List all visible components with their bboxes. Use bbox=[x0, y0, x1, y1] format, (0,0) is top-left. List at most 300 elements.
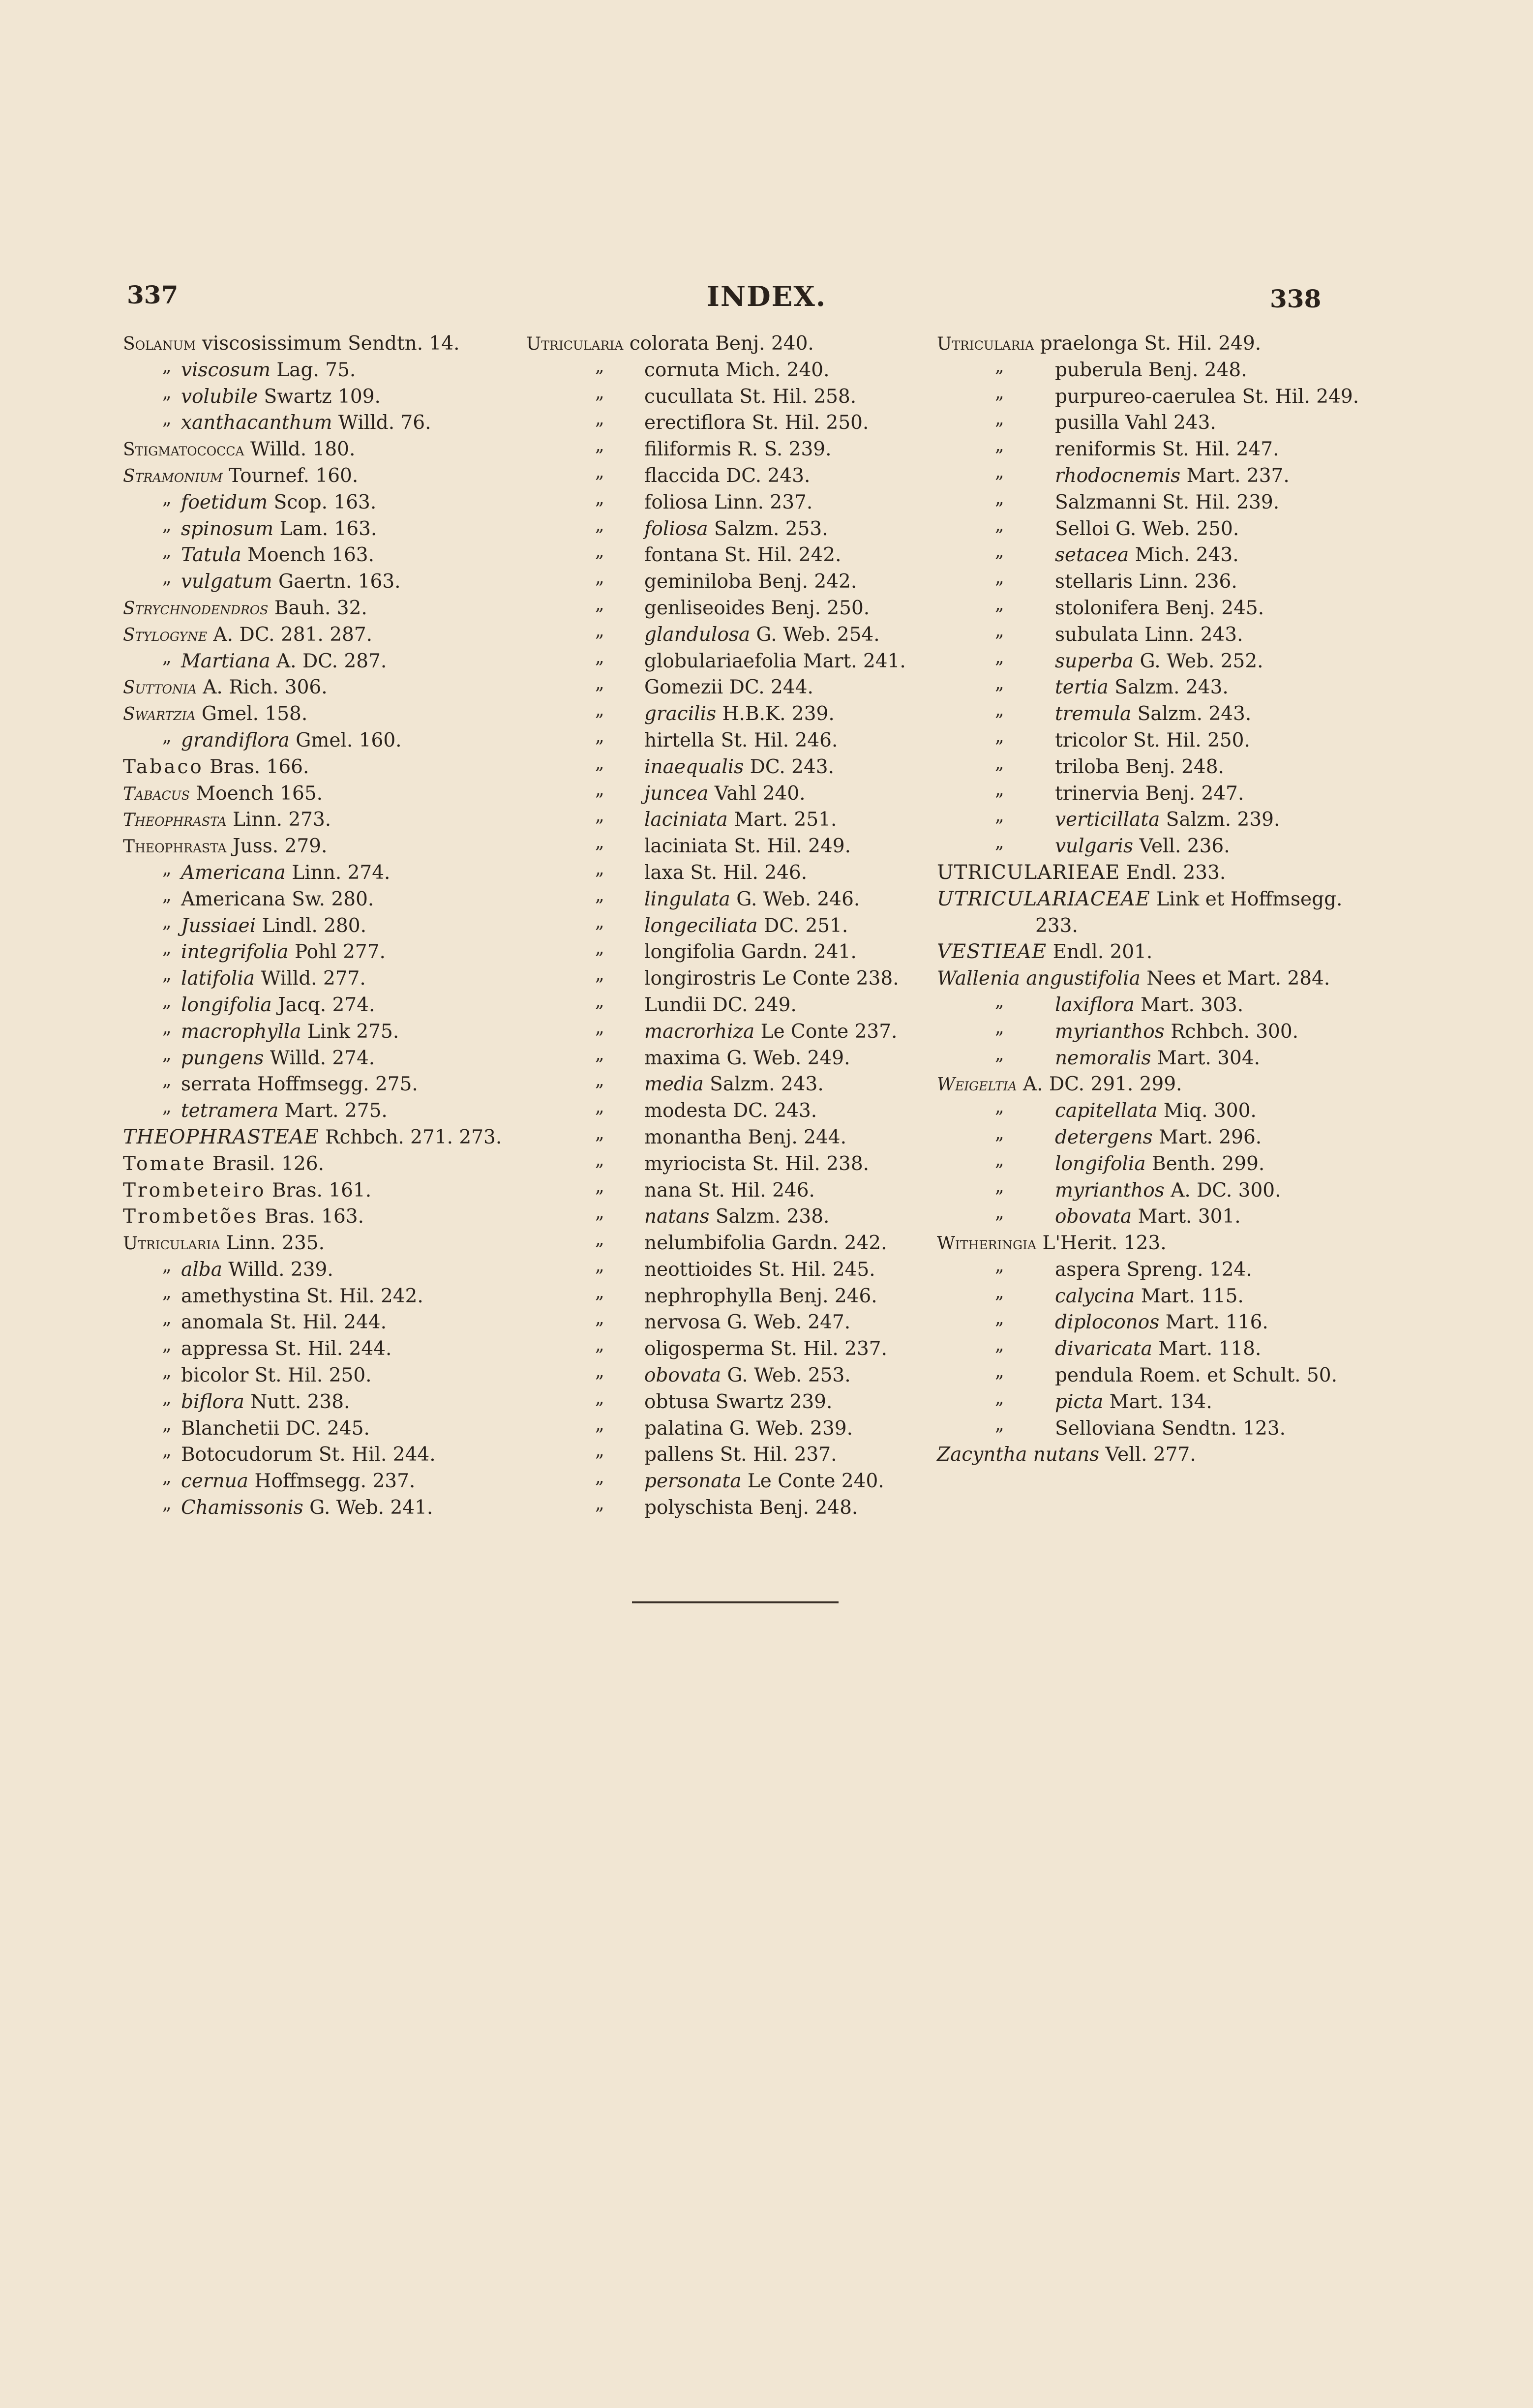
entry-reference: oligosperma St. Hil. 237. bbox=[644, 1338, 887, 1360]
entry-head: Zacyntha nutans bbox=[937, 1444, 1100, 1466]
index-entry bbox=[123, 965, 516, 992]
entry-reference: Mart. 301. bbox=[1132, 1205, 1241, 1228]
index-entry bbox=[526, 648, 920, 675]
index-entry bbox=[526, 1495, 920, 1521]
index-entry bbox=[526, 886, 920, 913]
entry-reference: reniformis St. Hil. 247. bbox=[1055, 438, 1279, 461]
entry-reference: Mich. 243. bbox=[1129, 544, 1239, 567]
index-entry bbox=[123, 992, 516, 1019]
entry-head: superba bbox=[1055, 650, 1134, 672]
entry-reference: Salzm. 238. bbox=[709, 1205, 830, 1228]
entry-head: foetidum bbox=[181, 491, 268, 513]
entry-reference: Link et Hoffmsegg. bbox=[1150, 888, 1343, 910]
entry-reference: colorata Benj. 240. bbox=[623, 332, 814, 355]
index-entry bbox=[526, 781, 920, 807]
entry-reference: geminiloba Benj. 242. bbox=[644, 571, 857, 593]
entry-reference: Jacq. 274. bbox=[271, 993, 375, 1016]
entry-reference: nelumbifolia Gardn. 242. bbox=[644, 1232, 887, 1255]
entry-head: Stylogyne bbox=[123, 625, 208, 645]
index-entry bbox=[123, 357, 516, 384]
entry-head: obovata bbox=[644, 1364, 721, 1387]
entry-reference: puberula Benj. 248. bbox=[1055, 359, 1247, 381]
index-entry bbox=[526, 727, 920, 754]
entry-reference: nephrophylla Benj. 246. bbox=[644, 1285, 877, 1307]
index-entry bbox=[526, 1468, 920, 1495]
entry-reference: maxima G. Web. 249. bbox=[644, 1047, 850, 1069]
entry-head: natans bbox=[644, 1205, 710, 1228]
entry-reference: serrata Hoffmsegg. 275. bbox=[181, 1073, 418, 1096]
entry-head: longifolia bbox=[181, 993, 272, 1016]
entry-reference: laxa St. Hil. 246. bbox=[644, 861, 808, 884]
entry-head: Strychnodendros bbox=[123, 598, 269, 619]
entry-head: xanthacanthum bbox=[181, 412, 332, 434]
entry-head: vulgatum bbox=[181, 571, 272, 593]
entry-reference: longifolia Gardn. 241. bbox=[644, 941, 857, 963]
entry-head: personata bbox=[644, 1470, 742, 1493]
index-entry bbox=[937, 1442, 1360, 1468]
index-entry bbox=[526, 357, 920, 384]
right-page-number: 338 bbox=[1270, 284, 1322, 313]
entry-head: rhodocnemis bbox=[1055, 464, 1181, 487]
entry-reference: Willd. 274. bbox=[264, 1047, 375, 1069]
entry-head: grandiflora bbox=[181, 729, 290, 752]
entry-head: THEOPHRASTEAE bbox=[123, 1125, 319, 1148]
entry-reference: longirostris Le Conte 238. bbox=[644, 967, 899, 990]
index-entry bbox=[526, 1415, 920, 1442]
entry-head: obovata bbox=[1055, 1205, 1132, 1228]
entry-reference: Lundii DC. 249. bbox=[644, 993, 797, 1016]
entry-reference: Bras. 161. bbox=[266, 1179, 372, 1202]
entry-reference: G. Web. 253. bbox=[721, 1364, 851, 1387]
index-entry bbox=[123, 1257, 516, 1283]
index-entry bbox=[123, 833, 516, 860]
entry-head: Stigmatococca bbox=[123, 440, 244, 460]
index-entry bbox=[526, 463, 920, 489]
entry-reference: Tournef. 160. bbox=[222, 464, 359, 487]
index-entry bbox=[937, 833, 1360, 860]
entry-reference: monantha Benj. 244. bbox=[644, 1126, 846, 1148]
entry-head: Stramonium bbox=[123, 466, 223, 486]
entry-reference: Lag. 75. bbox=[270, 359, 356, 381]
entry-reference: Linn. 273. bbox=[226, 809, 331, 831]
entry-head: Trombeteiro bbox=[123, 1179, 266, 1202]
entry-head: laciniata bbox=[644, 809, 728, 831]
entry-head: juncea bbox=[644, 782, 709, 805]
index-entry bbox=[937, 1204, 1360, 1230]
entry-reference: Mart. 134. bbox=[1103, 1390, 1212, 1413]
entry-head: longifolia bbox=[1055, 1152, 1146, 1175]
index-entry bbox=[526, 674, 920, 701]
index-entry bbox=[123, 701, 516, 727]
index-entry bbox=[123, 674, 516, 701]
entry-head: calycina bbox=[1055, 1285, 1135, 1307]
entry-reference: Mart. 304. bbox=[1151, 1047, 1261, 1069]
entry-reference: Mart. 116. bbox=[1159, 1311, 1268, 1334]
entry-head: Chamissonis bbox=[181, 1497, 303, 1519]
index-entry bbox=[937, 913, 1360, 939]
index-entry bbox=[123, 754, 516, 781]
index-entry bbox=[526, 331, 920, 357]
entry-head: Americana bbox=[181, 861, 286, 884]
entry-head: laxiflora bbox=[1055, 993, 1135, 1016]
entry-reference: A. DC. 300. bbox=[1164, 1179, 1281, 1202]
entry-head: detergens bbox=[1055, 1126, 1153, 1148]
entry-head: tetramera bbox=[181, 1100, 279, 1122]
entry-reference: Blanchetii DC. 245. bbox=[181, 1417, 370, 1440]
entry-head: lingulata bbox=[644, 888, 730, 910]
index-entry bbox=[123, 886, 516, 913]
entry-reference: A. DC. 291. 299. bbox=[1017, 1073, 1182, 1096]
index-entry bbox=[526, 595, 920, 622]
index-entry bbox=[123, 331, 516, 357]
entry-head: vulgaris bbox=[1055, 835, 1133, 858]
index-entry bbox=[123, 1309, 516, 1336]
entry-reference: G. Web. 254. bbox=[750, 623, 880, 646]
entry-reference: Rchbch. 271. 273. bbox=[319, 1126, 502, 1148]
entry-head: myrianthos bbox=[1055, 1179, 1165, 1202]
index-entry bbox=[123, 1045, 516, 1072]
entry-reference: myriocista St. Hil. 238. bbox=[644, 1152, 870, 1175]
entry-reference: Mart. 303. bbox=[1134, 993, 1244, 1016]
index-entry bbox=[123, 1124, 516, 1151]
entry-head: longeciliata bbox=[644, 914, 758, 937]
entry-head: foliosa bbox=[644, 517, 708, 540]
entry-reference: Selloviana Sendtn. 123. bbox=[1055, 1417, 1286, 1440]
entry-head: viscosum bbox=[181, 359, 271, 381]
index-entry bbox=[526, 384, 920, 410]
index-entry bbox=[123, 1177, 516, 1204]
entry-head: Theophrasta bbox=[123, 837, 227, 857]
entry-reference: Gmel. 160. bbox=[289, 729, 402, 752]
entry-reference: Salzm. 243. bbox=[703, 1073, 824, 1096]
index-entry bbox=[123, 939, 516, 965]
entry-reference: pusilla Vahl 243. bbox=[1055, 412, 1216, 434]
entry-reference: Miq. 300. bbox=[1157, 1100, 1257, 1122]
entry-head: biflora bbox=[181, 1390, 244, 1413]
index-entry bbox=[123, 516, 516, 542]
entry-reference: stellaris Linn. 236. bbox=[1055, 571, 1237, 593]
entry-reference: Linn. 274. bbox=[285, 861, 391, 884]
entry-head: UTRICULARIEAE bbox=[937, 861, 1120, 884]
entry-reference: trinervia Benj. 247. bbox=[1055, 782, 1244, 805]
index-entry bbox=[123, 436, 516, 463]
entry-reference: neottioides St. Hil. 245. bbox=[644, 1258, 875, 1281]
entry-reference: modesta DC. 243. bbox=[644, 1100, 817, 1122]
entry-reference: Brasil. 126. bbox=[206, 1152, 324, 1175]
entry-head: latifolia bbox=[181, 967, 255, 990]
entry-reference: Mart. 237. bbox=[1180, 464, 1290, 487]
entry-reference: A. DC. 287. bbox=[270, 650, 387, 672]
entry-reference: Willd. 277. bbox=[254, 967, 366, 990]
entry-reference: subulata Linn. 243. bbox=[1055, 623, 1243, 646]
entry-reference: amethystina St. Hil. 242. bbox=[181, 1285, 423, 1307]
entry-reference: Lindl. 280. bbox=[256, 914, 367, 937]
entry-reference: Vell. 236. bbox=[1133, 835, 1230, 858]
entry-head: Suttonia bbox=[123, 678, 197, 698]
index-entry bbox=[123, 384, 516, 410]
entry-reference: DC. 243. bbox=[744, 755, 834, 778]
index-entry bbox=[937, 939, 1360, 965]
entry-reference: cucullata St. Hil. 258. bbox=[644, 385, 857, 408]
index-entry bbox=[526, 1230, 920, 1257]
entry-reference: Moench 165. bbox=[189, 782, 323, 805]
index-entry bbox=[123, 1204, 516, 1230]
index-entry bbox=[526, 701, 920, 727]
index-title: INDEX. bbox=[706, 280, 827, 313]
entry-head: tertia bbox=[1055, 676, 1109, 699]
index-column-2 bbox=[526, 331, 920, 1521]
entry-head: Tabaco bbox=[123, 755, 204, 778]
entry-reference: Botocudorum St. Hil. 244. bbox=[181, 1444, 436, 1466]
entry-reference: purpureo-caerulea St. Hil. 249. bbox=[1055, 385, 1359, 408]
index-entry bbox=[526, 1442, 920, 1468]
entry-head: glandulosa bbox=[644, 623, 751, 646]
index-entry bbox=[123, 1230, 516, 1257]
entry-reference: A. Rich. 306. bbox=[196, 676, 328, 699]
index-entry bbox=[526, 965, 920, 992]
entry-head: divaricata bbox=[1055, 1338, 1152, 1360]
index-entry bbox=[123, 1415, 516, 1442]
entry-reference: G. Web. 241. bbox=[303, 1497, 433, 1519]
entry-reference: Mart. 251. bbox=[727, 809, 837, 831]
index-entry bbox=[123, 1151, 516, 1177]
index-entry bbox=[526, 1019, 920, 1045]
entry-reference: DC. 251. bbox=[757, 914, 848, 937]
entry-reference: aspera Spreng. 124. bbox=[1055, 1258, 1252, 1281]
entry-reference: Endl. 233. bbox=[1120, 861, 1226, 884]
entry-head: Martiana bbox=[181, 650, 271, 672]
entry-reference: flaccida DC. 243. bbox=[644, 464, 811, 487]
entry-reference: Salzm. 253. bbox=[708, 517, 828, 540]
entry-head: integrifolia bbox=[181, 941, 289, 963]
entry-head: Witheringia bbox=[937, 1234, 1037, 1254]
index-entry bbox=[123, 727, 516, 754]
entry-reference: cornuta Mich. 240. bbox=[644, 359, 830, 381]
index-entry bbox=[123, 489, 516, 516]
entry-head: capitellata bbox=[1055, 1100, 1158, 1122]
entry-head: pungens bbox=[181, 1047, 264, 1069]
entry-reference: erectiflora St. Hil. 250. bbox=[644, 412, 869, 434]
entry-reference: genliseoides Benj. 250. bbox=[644, 597, 870, 619]
entry-head: Tabacus bbox=[123, 783, 190, 804]
index-entry bbox=[526, 860, 920, 886]
end-rule bbox=[632, 1601, 839, 1603]
entry-reference: Salzm. 239. bbox=[1160, 809, 1280, 831]
entry-reference: appressa St. Hil. 244. bbox=[181, 1338, 392, 1360]
index-entry bbox=[123, 1071, 516, 1098]
entry-reference: pendula Roem. et Schult. 50. bbox=[1055, 1364, 1337, 1387]
entry-reference: Bras. 166. bbox=[203, 755, 309, 778]
index-entry bbox=[123, 781, 516, 807]
index-entry bbox=[526, 992, 920, 1019]
entry-reference: Mart. 296. bbox=[1152, 1126, 1262, 1148]
index-entry bbox=[937, 1045, 1360, 1072]
index-entry bbox=[526, 1204, 920, 1230]
entry-reference: Selloi G. Web. 250. bbox=[1055, 517, 1239, 540]
index-entry bbox=[937, 1415, 1360, 1442]
index-entry bbox=[937, 860, 1360, 886]
index-entry bbox=[123, 1019, 516, 1045]
entry-head: inaequalis bbox=[644, 755, 744, 778]
index-entry bbox=[526, 1098, 920, 1124]
index-entry bbox=[526, 542, 920, 569]
entry-reference: Link 275. bbox=[301, 1020, 399, 1043]
index-entry bbox=[123, 1336, 516, 1362]
entry-reference: Vell. 277. bbox=[1099, 1444, 1196, 1466]
entry-head: tremula bbox=[1055, 703, 1132, 725]
index-entry bbox=[526, 1257, 920, 1283]
index-entry bbox=[123, 1283, 516, 1310]
index-entry bbox=[526, 833, 920, 860]
entry-reference: pallens St. Hil. 237. bbox=[644, 1444, 837, 1466]
index-entry bbox=[526, 1362, 920, 1389]
index-entry bbox=[123, 860, 516, 886]
entry-reference: Willd. 76. bbox=[332, 412, 431, 434]
entry-reference: Salzm. 243. bbox=[1108, 676, 1229, 699]
entry-reference: Rchbch. 300. bbox=[1164, 1020, 1299, 1043]
entry-reference: Bauh. 32. bbox=[268, 597, 367, 619]
index-entry bbox=[526, 489, 920, 516]
index-entry bbox=[123, 595, 516, 622]
entry-head: macrorhiza bbox=[644, 1020, 755, 1043]
entry-reference: Benth. 299. bbox=[1145, 1152, 1265, 1175]
entry-reference: bicolor St. Hil. 250. bbox=[181, 1364, 372, 1387]
entry-reference: Mart. 275. bbox=[278, 1100, 388, 1122]
entry-reference: hirtella St. Hil. 246. bbox=[644, 729, 838, 752]
index-entry bbox=[123, 1442, 516, 1468]
entry-head: Trombetões bbox=[123, 1205, 259, 1228]
index-entry bbox=[123, 807, 516, 833]
index-entry bbox=[526, 1151, 920, 1177]
entry-head: Wallenia angustifolia bbox=[937, 967, 1141, 990]
entry-head: Weigeltia bbox=[937, 1075, 1017, 1095]
entry-reference: filiformis R. S. 239. bbox=[644, 438, 832, 461]
index-entry bbox=[526, 1124, 920, 1151]
entry-head: Utricularia bbox=[123, 1234, 220, 1254]
entry-reference: palatina G. Web. 239. bbox=[644, 1417, 853, 1440]
entry-head: volubile bbox=[181, 385, 258, 408]
left-page-number: 337 bbox=[127, 280, 179, 309]
entry-head: spinosum bbox=[181, 517, 274, 540]
entry-head: Utricularia bbox=[937, 334, 1034, 354]
entry-reference: obtusa Swartz 239. bbox=[644, 1390, 833, 1413]
entry-reference: Gmel. 158. bbox=[195, 703, 308, 725]
entry-head: Tatula bbox=[181, 544, 241, 567]
entry-head: diploconos bbox=[1055, 1311, 1160, 1334]
entry-head: UTRICULARIACEAE bbox=[937, 887, 1150, 910]
entry-head: Solanum bbox=[123, 334, 196, 354]
index-entry bbox=[123, 1098, 516, 1124]
entry-reference: Scop. 163. bbox=[268, 491, 377, 513]
entry-reference: A. DC. 281. 287. bbox=[207, 623, 373, 646]
index-entry bbox=[526, 569, 920, 595]
entry-head: Swartzia bbox=[123, 704, 196, 725]
index-entry bbox=[526, 1045, 920, 1072]
index-entry bbox=[123, 913, 516, 939]
entry-reference: Willd. 180. bbox=[244, 438, 356, 461]
entry-head: myrianthos bbox=[1055, 1020, 1165, 1043]
entry-head: Jussiaei bbox=[181, 914, 256, 937]
entry-head: Theophrasta bbox=[123, 810, 227, 831]
index-entry bbox=[937, 886, 1360, 913]
index-entry bbox=[526, 516, 920, 542]
index-entry bbox=[526, 1071, 920, 1098]
page-header bbox=[0, 280, 1533, 325]
entry-reference: foliosa Linn. 237. bbox=[644, 491, 813, 513]
entry-head: picta bbox=[1055, 1390, 1104, 1413]
entry-head: Tomate bbox=[123, 1152, 207, 1175]
entry-reference: globulariaefolia Mart. 241. bbox=[644, 650, 906, 672]
index-entry bbox=[526, 1389, 920, 1415]
index-entry bbox=[526, 436, 920, 463]
entry-reference: Salzm. 243. bbox=[1131, 703, 1252, 725]
entry-reference: G. Web. 246. bbox=[730, 888, 860, 910]
entry-reference: Juss. 279. bbox=[226, 835, 328, 858]
index-entry bbox=[526, 410, 920, 436]
entry-head: verticillata bbox=[1055, 809, 1160, 831]
entry-reference: nervosa G. Web. 247. bbox=[644, 1311, 851, 1334]
entry-head: setacea bbox=[1055, 544, 1129, 567]
index-entry bbox=[526, 1336, 920, 1362]
entry-reference: Linn. 235. bbox=[220, 1232, 325, 1255]
entry-reference: Vahl 240. bbox=[708, 782, 806, 805]
index-entry bbox=[526, 1177, 920, 1204]
entry-reference: Gaertn. 163. bbox=[272, 571, 401, 593]
entry-reference: praelonga St. Hil. 249. bbox=[1034, 332, 1262, 355]
entry-reference: stolonifera Benj. 245. bbox=[1055, 597, 1264, 619]
entry-reference: Swartz 109. bbox=[258, 385, 381, 408]
entry-head: alba bbox=[181, 1258, 222, 1281]
index-entry bbox=[526, 939, 920, 965]
index-entry bbox=[123, 410, 516, 436]
entry-reference: Nutt. 238. bbox=[244, 1390, 350, 1413]
entry-reference: Salzmanni St. Hil. 239. bbox=[1055, 491, 1280, 513]
index-entry bbox=[123, 463, 516, 489]
entry-reference: fontana St. Hil. 242. bbox=[644, 544, 842, 567]
index-entry bbox=[123, 1389, 516, 1415]
entry-head: nemoralis bbox=[1055, 1047, 1151, 1069]
entry-reference: Moench 163. bbox=[241, 544, 374, 567]
entry-head: media bbox=[644, 1073, 704, 1096]
entry-reference: Lam. 163. bbox=[273, 517, 377, 540]
index-entry bbox=[526, 622, 920, 648]
entry-head: Utricularia bbox=[526, 334, 624, 354]
entry-reference: Le Conte 240. bbox=[741, 1470, 884, 1493]
index-column-1 bbox=[123, 331, 516, 1521]
entry-head: gracilis bbox=[644, 703, 717, 725]
entry-reference: triloba Benj. 248. bbox=[1055, 755, 1224, 778]
entry-head: VESTIEAE bbox=[937, 940, 1047, 963]
entry-reference: viscosissimum Sendtn. 14. bbox=[196, 332, 460, 355]
index-entry bbox=[123, 542, 516, 569]
entry-reference: Mart. 115. bbox=[1135, 1285, 1244, 1307]
index-column-3 bbox=[937, 331, 1360, 1468]
index-entry bbox=[123, 1468, 516, 1495]
entry-reference: anomala St. Hil. 244. bbox=[181, 1311, 387, 1334]
index-entry bbox=[526, 1283, 920, 1310]
entry-reference: Mart. 118. bbox=[1152, 1338, 1262, 1360]
entry-reference: Pohl 277. bbox=[288, 941, 386, 963]
index-entry bbox=[526, 754, 920, 781]
index-entry bbox=[123, 569, 516, 595]
entry-reference: nana St. Hil. 246. bbox=[644, 1179, 815, 1202]
entry-reference: L'Herit. 123. bbox=[1036, 1232, 1167, 1255]
index-entry bbox=[123, 622, 516, 648]
entry-reference: polyschista Benj. 248. bbox=[644, 1497, 858, 1519]
index-entry bbox=[123, 648, 516, 675]
index-entry bbox=[123, 1362, 516, 1389]
entry-reference: Le Conte 237. bbox=[754, 1020, 898, 1043]
